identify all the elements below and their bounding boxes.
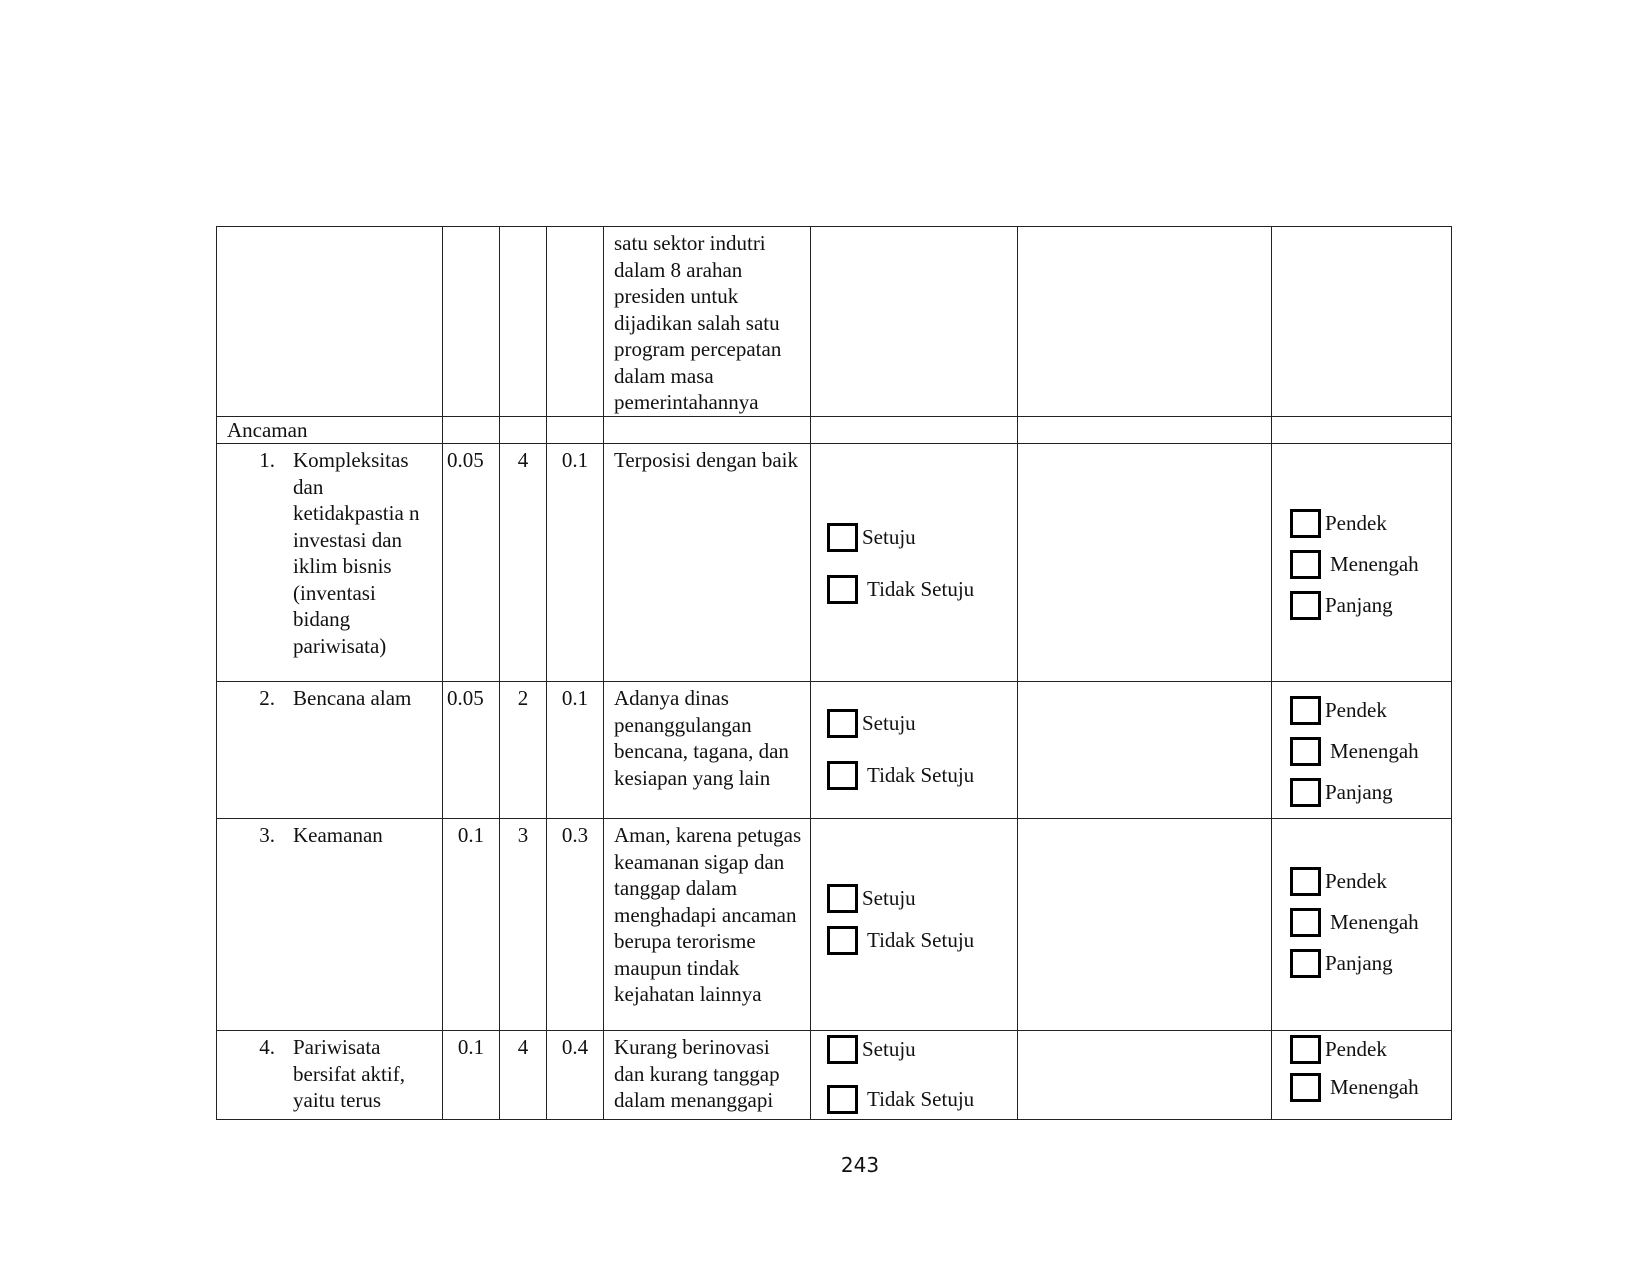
score-cell: 0.1 bbox=[547, 444, 604, 682]
score-cell: 0.4 bbox=[547, 1031, 604, 1120]
factor-text: Pariwisata bersifat aktif, yaitu terus bbox=[293, 1035, 405, 1112]
term-option-panjang[interactable]: Panjang bbox=[1290, 944, 1445, 982]
note-cell: satu sektor indutri dalam 8 arahan presiden untuk dijadikan salah satu program percepatan dalam masa pemerintahannya bbox=[604, 227, 811, 417]
table-row bbox=[217, 682, 1452, 819]
term-option-panjang[interactable]: Panjang bbox=[1290, 773, 1445, 811]
checkbox-menengah[interactable] bbox=[1290, 550, 1321, 579]
term-option-pendek[interactable]: Pendek bbox=[1290, 1033, 1445, 1065]
item-number: 2. bbox=[259, 686, 275, 710]
checkbox-panjang[interactable] bbox=[1290, 949, 1321, 978]
score-cell: 0.3 bbox=[547, 819, 604, 1031]
term-option-pendek[interactable]: Pendek bbox=[1290, 862, 1445, 900]
agreement-cell bbox=[811, 682, 1018, 819]
weight-cell: 0.05 bbox=[443, 682, 500, 819]
weight-cell: 0.1 bbox=[443, 819, 500, 1031]
checkbox-tidak-setuju[interactable] bbox=[827, 575, 858, 604]
disagree-option[interactable]: Tidak Setuju bbox=[827, 920, 1011, 960]
agree-option[interactable]: Setuju bbox=[827, 878, 1011, 918]
checkbox-menengah[interactable] bbox=[1290, 737, 1321, 766]
factor-cell bbox=[217, 682, 443, 819]
agree-option[interactable]: Setuju bbox=[827, 517, 1011, 557]
checkbox-setuju[interactable] bbox=[827, 1035, 858, 1064]
term-option-pendek[interactable]: Pendek bbox=[1290, 691, 1445, 729]
rating-cell: 4 bbox=[500, 1031, 547, 1120]
term-cell bbox=[1272, 682, 1452, 819]
checkbox-panjang[interactable] bbox=[1290, 591, 1321, 620]
score-cell: 0.1 bbox=[547, 682, 604, 819]
section-label: Ancaman bbox=[217, 416, 443, 444]
checkbox-setuju[interactable] bbox=[827, 523, 858, 552]
factor-cell bbox=[217, 1031, 443, 1120]
factor-text: Bencana alam bbox=[293, 686, 412, 710]
agree-option[interactable]: Setuju bbox=[827, 703, 1011, 743]
checkbox-setuju[interactable] bbox=[827, 884, 858, 913]
table-row bbox=[217, 819, 1452, 1031]
item-number: 4. bbox=[259, 1035, 275, 1059]
factor-text: Kompleksitas dan ketidakpastia n investasi dan iklim bisnis (inventasi bidang pariwisata) bbox=[293, 448, 420, 658]
checkbox-menengah[interactable] bbox=[1290, 1073, 1321, 1102]
factor-text: Keamanan bbox=[293, 823, 383, 847]
checkbox-pendek[interactable] bbox=[1290, 867, 1321, 896]
checkbox-pendek[interactable] bbox=[1290, 509, 1321, 538]
agree-option[interactable]: Setuju bbox=[827, 1033, 1011, 1065]
term-option-menengah[interactable]: Menengah bbox=[1290, 903, 1445, 941]
table-row bbox=[217, 1031, 1452, 1120]
factor-cell bbox=[217, 444, 443, 682]
checkbox-menengah[interactable] bbox=[1290, 908, 1321, 937]
checkbox-setuju[interactable] bbox=[827, 709, 858, 738]
checkbox-tidak-setuju[interactable] bbox=[827, 926, 858, 955]
term-option-menengah[interactable]: Menengah bbox=[1290, 545, 1445, 583]
note-cell: Terposisi dengan baik bbox=[604, 444, 811, 682]
note-cell: Adanya dinas penanggulangan bencana, tagana, dan kesiapan yang lain bbox=[604, 682, 811, 819]
term-option-pendek[interactable]: Pendek bbox=[1290, 504, 1445, 542]
factor-cell bbox=[217, 819, 443, 1031]
table-row bbox=[217, 444, 1452, 682]
disagree-option[interactable]: Tidak Setuju bbox=[827, 569, 1011, 609]
checkbox-panjang[interactable] bbox=[1290, 778, 1321, 807]
item-number: 1. bbox=[259, 448, 275, 472]
weight-cell: 0.05 bbox=[443, 444, 500, 682]
disagree-option[interactable]: Tidak Setuju bbox=[827, 1079, 1011, 1119]
checkbox-tidak-setuju[interactable] bbox=[827, 1085, 858, 1114]
checkbox-tidak-setuju[interactable] bbox=[827, 761, 858, 790]
term-cell bbox=[1272, 819, 1452, 1031]
term-option-menengah[interactable]: Menengah bbox=[1290, 1068, 1445, 1106]
strategy-table bbox=[216, 226, 1452, 1120]
checkbox-pendek[interactable] bbox=[1290, 696, 1321, 725]
term-option-panjang[interactable]: Panjang bbox=[1290, 586, 1445, 624]
rating-cell: 4 bbox=[500, 444, 547, 682]
note-cell: Kurang berinovasi dan kurang tanggap dalam menanggapi bbox=[604, 1031, 811, 1120]
item-number: 3. bbox=[259, 823, 275, 847]
note-cell: Aman, karena petugas keamanan sigap dan tanggap dalam menghadapi ancaman berupa terorisme maupun tindak kejahatan lainnya bbox=[604, 819, 811, 1031]
term-option-menengah[interactable]: Menengah bbox=[1290, 732, 1445, 770]
checkbox-pendek[interactable] bbox=[1290, 1035, 1321, 1064]
rating-cell: 3 bbox=[500, 819, 547, 1031]
section-row bbox=[217, 416, 1452, 444]
page-number: 243 bbox=[840, 1153, 880, 1177]
continuation-row bbox=[217, 227, 1452, 417]
agreement-cell bbox=[811, 819, 1018, 1031]
agreement-cell bbox=[811, 444, 1018, 682]
rating-cell: 2 bbox=[500, 682, 547, 819]
term-cell bbox=[1272, 1031, 1452, 1120]
agreement-cell bbox=[811, 1031, 1018, 1120]
disagree-option[interactable]: Tidak Setuju bbox=[827, 755, 1011, 795]
term-cell bbox=[1272, 444, 1452, 682]
weight-cell: 0.1 bbox=[443, 1031, 500, 1120]
